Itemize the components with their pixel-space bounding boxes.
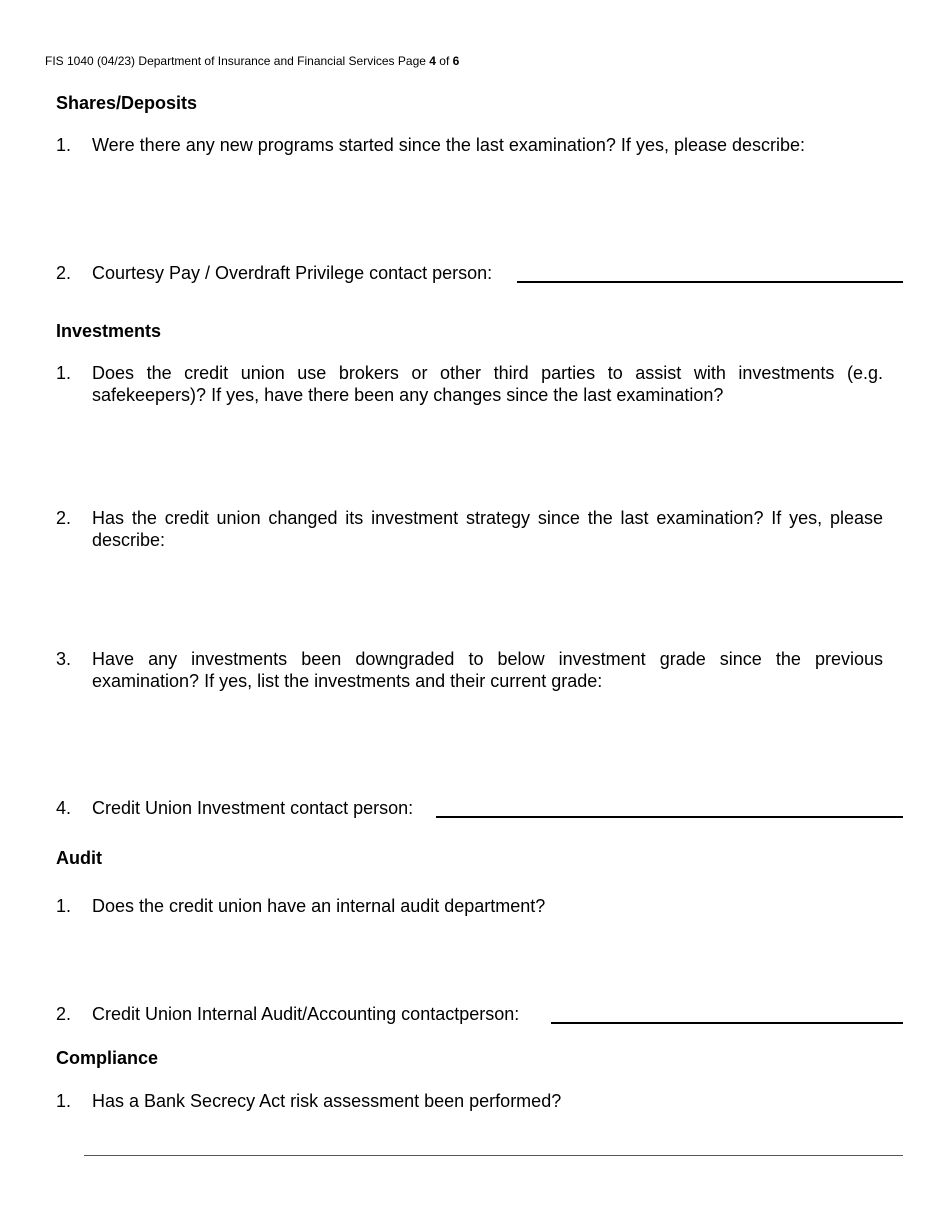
page-label: Page xyxy=(397,54,426,68)
compliance-q1-text: Has a Bank Secrecy Act risk assessment been performed? xyxy=(92,1091,562,1111)
audit-q1-text: Does the credit union have an internal audit department? xyxy=(92,896,546,916)
audit-q2-text: Credit Union Internal Audit/Accounting contactperson: xyxy=(92,1004,520,1024)
form-id: FIS 1040 (04/23) xyxy=(45,54,136,68)
overdraft-contact-person-field[interactable] xyxy=(517,281,903,283)
audit-accounting-contact-person-field[interactable] xyxy=(551,1022,903,1024)
shares-q2-text: Courtesy Pay / Overdraft Privilege contact person: xyxy=(92,263,493,283)
investments-q2-text: Has the credit union changed its investment strategy since the last examination? If yes, please describe: xyxy=(92,508,883,550)
page-total: 6 xyxy=(452,54,460,68)
investments-q4-number: 4. xyxy=(56,798,72,818)
department-name: Department of Insurance and Financial Services xyxy=(138,54,395,68)
page-current: 4 xyxy=(429,54,436,68)
compliance-q1-number: 1. xyxy=(56,1091,72,1111)
section-heading-compliance: Compliance xyxy=(56,1048,159,1068)
investments-q3-text: Have any investments been downgraded to below investment grade since the previous examination? If yes, list the investments and their current grade: xyxy=(92,649,883,691)
page-header xyxy=(45,54,459,68)
investment-contact-person-field[interactable] xyxy=(436,816,903,818)
shares-q2-number: 2. xyxy=(56,263,72,283)
audit-q1-number: 1. xyxy=(56,896,72,916)
investments-q1-text: Does the credit union use brokers or other third parties to assist with investments (e.g. safekeepers)? If yes, have there been any changes since the last examination? xyxy=(92,363,883,405)
section-heading-shares-deposits: Shares/Deposits xyxy=(56,93,198,113)
answer-area-divider xyxy=(84,1155,903,1156)
investments-q1-number: 1. xyxy=(56,363,72,383)
audit-q2-number: 2. xyxy=(56,1004,72,1024)
section-heading-investments: Investments xyxy=(56,321,162,341)
investments-q2-number: 2. xyxy=(56,508,72,528)
investments-q4-text: Credit Union Investment contact person: xyxy=(92,798,414,818)
page-of-label: of xyxy=(439,54,450,68)
shares-q1-number: 1. xyxy=(56,135,72,155)
investments-q3-number: 3. xyxy=(56,649,72,669)
shares-q1-text: Were there any new programs started since the last examination? If yes, please describe: xyxy=(92,135,806,155)
section-heading-audit: Audit xyxy=(56,848,102,868)
